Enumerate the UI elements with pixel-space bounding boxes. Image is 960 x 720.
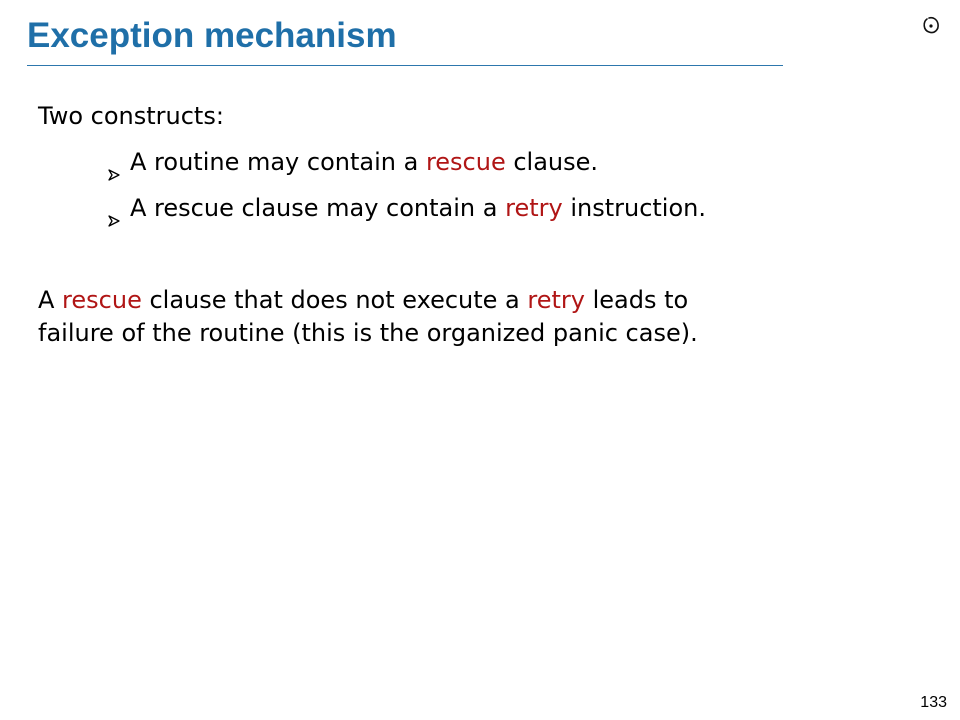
paragraph-line-2: failure of the routine (this is the organized panic case). [38, 319, 698, 347]
page-number: 133 [920, 694, 947, 711]
keyword-rescue: rescue [62, 286, 142, 314]
arrowhead-bullet-icon [108, 203, 120, 215]
bullet-text-end: clause. [505, 148, 599, 176]
paragraph-text: leads to [584, 286, 689, 314]
keyword-rescue: rescue [425, 148, 506, 176]
circle-dot-logo-icon [921, 15, 941, 35]
paragraph-text: A [38, 286, 63, 314]
paragraph-text: clause that does not execute a [141, 286, 528, 314]
failure-paragraph [38, 284, 698, 350]
bullet-text-start: A routine may contain a [130, 148, 426, 176]
list-item-retry-instruction [108, 192, 706, 225]
keyword-retry: retry [527, 286, 585, 314]
bullet-text-start: A rescue clause may contain a [130, 194, 506, 222]
arrowhead-bullet-icon [108, 157, 120, 169]
title-underline [27, 65, 783, 66]
paragraph-line-1 [38, 284, 698, 317]
slide-title: Exception mechanism [27, 16, 397, 55]
constructs-list [108, 146, 706, 238]
keyword-retry: retry [505, 194, 563, 222]
intro-text: Two constructs: [38, 102, 224, 130]
bullet-text-end: instruction. [562, 194, 706, 222]
list-item-rescue-clause [108, 146, 706, 179]
